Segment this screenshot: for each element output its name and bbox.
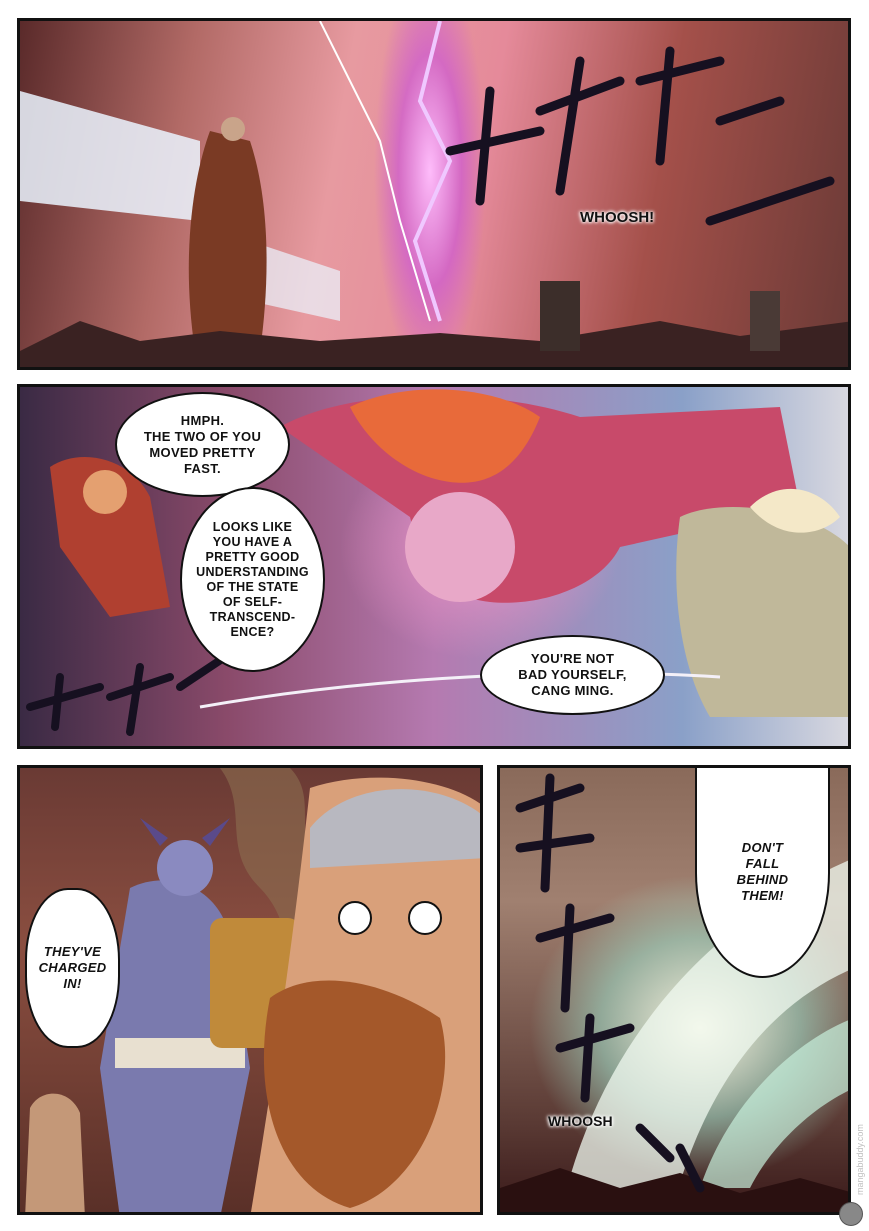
whoosh-sfx-2: WHOOSH	[548, 1113, 613, 1129]
whoosh-sfx: WHOOSH!	[580, 209, 655, 226]
speech-bubble-cang-ming: YOU'RE NOT BAD YOURSELF, CANG MING.	[480, 635, 665, 715]
calligraphy-sfx	[450, 51, 830, 221]
ground-rocks	[20, 321, 851, 370]
watermark-text: mangabuddy.com	[855, 1124, 865, 1195]
watermark-logo-icon	[839, 1202, 863, 1226]
blue-demon-head	[157, 840, 213, 896]
panel-4	[497, 765, 851, 1215]
dwarf-eye-left	[339, 902, 371, 934]
robed-figure	[189, 131, 267, 351]
flying-man-face	[405, 492, 515, 602]
lightning-bolt	[415, 21, 450, 321]
panel-1-art	[20, 21, 851, 370]
demon-woman-head	[83, 470, 127, 514]
bg-figure-1	[540, 281, 580, 351]
panel-2	[17, 384, 851, 749]
blond-man	[676, 507, 851, 717]
speech-bubble-hmph: HMPH. THE TWO OF YOU MOVED PRETTY FAST.	[115, 392, 290, 497]
robed-figure-head	[221, 117, 245, 141]
speech-bubble-understanding: LOOKS LIKE YOU HAVE A PRETTY GOOD UNDERSTANDING OF THE STATE OF SELF- TRANSCEND- ENCE?	[180, 487, 325, 672]
panel-3	[17, 765, 483, 1215]
speech-bubble-dont-fall: DON'T FALL BEHIND THEM!	[695, 768, 830, 978]
calligraphy-sfx-2	[30, 647, 240, 732]
window-light-left	[20, 91, 200, 221]
bg-warrior	[25, 1094, 85, 1215]
speech-bubble-charged: THEY'VE CHARGED IN!	[25, 888, 120, 1048]
panel-1	[17, 18, 851, 370]
dwarf-eye-right	[409, 902, 441, 934]
bg-figure-2	[750, 291, 780, 351]
ground-silhouette	[500, 1168, 851, 1215]
